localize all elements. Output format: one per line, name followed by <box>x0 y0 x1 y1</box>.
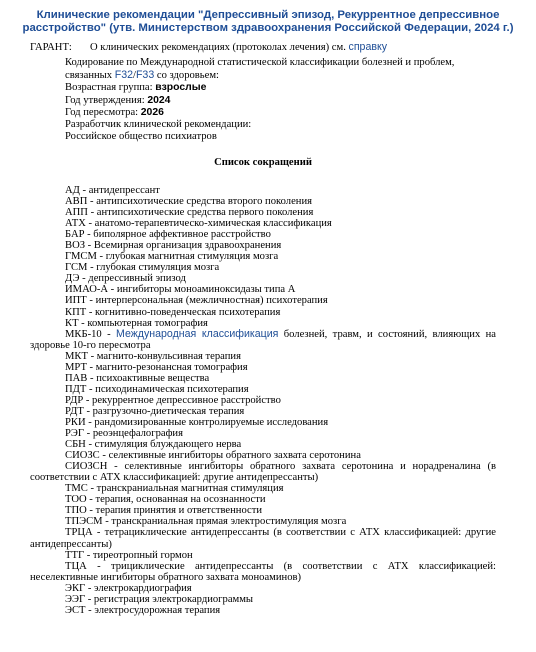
abbreviation-text: ГМСМ - глубокая магнитная стимуляция мозга <box>65 251 279 263</box>
abbreviation-text: РДР - рекуррентное депрессивное расстройство <box>65 394 281 406</box>
document-metadata <box>30 57 496 143</box>
abbreviation-text: МКБ-10 - <box>65 328 116 340</box>
revision-year-row <box>30 107 496 119</box>
abbreviation-text: АТХ - анатомо-терапевтическо-химическая классификация <box>65 218 332 230</box>
abbreviation-text: ТОО - терапия, основанная на осознанности <box>65 494 266 506</box>
abbreviation-text: МКТ - магнито-конвульсивная терапия <box>65 350 241 362</box>
abbreviation-item <box>30 251 496 262</box>
coding-paragraph <box>30 57 496 82</box>
abbreviation-text: СИОЗСН - селективные ингибиторы обратного захвата серотонина и норадреналина (в соответствии с АТХ классификацией: другие антидепрессанты) <box>30 461 496 484</box>
document-title: Клинические рекомендации "Депрессивный эпизод, Рекуррентное депрессивное расстройство" (утв. Министерством здравоохранения Российской Федерации, 2024 г.) <box>22 9 514 34</box>
abbreviation-item <box>30 483 496 494</box>
developer-value: Российское общество психиатров <box>65 131 217 143</box>
abbreviation-text: ПАВ - психоактивные вещества <box>65 372 210 384</box>
abbreviation-item <box>30 273 496 284</box>
code-f33-link[interactable]: F33 <box>135 69 155 82</box>
abbreviation-text: РДТ - разгрузочно-диетическая терапия <box>65 405 245 417</box>
abbreviation-item <box>30 362 496 373</box>
abbreviation-item <box>30 516 496 527</box>
abbreviation-item <box>30 527 496 549</box>
abbreviation-text: КПТ - когнитивно-поведенческая психотерапия <box>65 306 281 318</box>
coding-text: Кодирование по Международной статистической классификации болезней и проблем, связанных <box>65 57 455 82</box>
abbreviation-item <box>30 295 496 306</box>
abbreviation-text: ТРЦА - тетрациклические антидепрессанты (в соответствии с АТХ классификацией: другие антидепрессанты) <box>30 527 496 550</box>
approval-year-value: 2024 <box>147 94 171 106</box>
abbreviation-item <box>30 262 496 273</box>
abbreviation-text: ЭСТ - электросудорожная терапия <box>65 604 221 616</box>
abbreviation-item <box>30 395 496 406</box>
revision-year-label: Год пересмотра: <box>65 106 139 118</box>
abbreviation-text: ТЦА - трициклические антидепрессанты (в соответствии с АТХ классификацией: неселективные ингибиторы обратного захвата моноаминов) <box>30 560 496 583</box>
abbreviation-text: СИОЗС - селективные ингибиторы обратного захвата серотонина <box>65 450 361 462</box>
age-group-value: взрослые <box>155 82 207 94</box>
abbreviation-item <box>30 561 496 583</box>
abbreviation-item <box>30 307 496 318</box>
approval-year-label: Год утверждения: <box>65 94 145 106</box>
abbreviation-item <box>30 351 496 362</box>
abbreviation-item <box>30 406 496 417</box>
developer-label: Разработчик клинической рекомендации: <box>65 119 252 131</box>
abbreviation-text: ГСМ - глубокая стимуляция мозга <box>65 262 220 274</box>
abbreviation-text: ЭЭГ - регистрация электрокардиограммы <box>65 593 254 605</box>
abbreviation-item <box>30 284 496 295</box>
abbreviation-item <box>30 583 496 594</box>
abbreviation-text: РЭГ - реоэнцефалография <box>65 428 183 440</box>
abbreviation-text: АВП - антипсихотические средства второго поколения <box>65 196 312 208</box>
age-group-label: Возрастная группа: <box>65 82 153 94</box>
abbreviation-item <box>30 450 496 461</box>
abbreviation-text: АПП - антипсихотические средства первого поколения <box>65 207 314 219</box>
abbreviation-item <box>30 196 496 207</box>
abbreviation-item <box>30 550 496 561</box>
age-group-row <box>30 82 496 94</box>
abbreviation-text: ЭКГ - электрокардиография <box>65 582 192 594</box>
abbreviation-text: ТТГ - тиреотропный гормон <box>65 549 193 561</box>
abbreviation-item <box>30 329 496 351</box>
abbreviation-text: РКИ - рандомизированные контролируемые исследования <box>65 416 329 428</box>
abbreviation-item <box>30 240 496 251</box>
abbreviation-item <box>30 207 496 218</box>
abbreviation-item <box>30 218 496 229</box>
abbreviation-text: ДЭ - депрессивный эпизод <box>65 273 186 285</box>
abbreviation-item <box>30 494 496 505</box>
abbreviation-text: ИМАО-А - ингибиторы моноаминоксидазы типа А <box>65 284 296 296</box>
abbreviation-item <box>30 461 496 483</box>
abbreviation-text: КТ - компьютерная томография <box>65 317 208 329</box>
abbreviation-text: ПДТ - психодинамическая психотерапия <box>65 383 249 395</box>
abbreviation-text: ТМС - транскраниальная магнитная стимуляция <box>65 483 284 495</box>
code-f32-link[interactable]: F32 <box>114 69 133 82</box>
abbreviation-text: АД - антидепрессант <box>65 185 160 196</box>
abbreviation-item <box>30 594 496 605</box>
abbreviation-text: ТПО - терапия принятия и ответственности <box>65 505 263 517</box>
abbreviation-item <box>30 384 496 395</box>
abbreviations-heading: Список сокращений <box>214 157 312 168</box>
reference-link[interactable]: справку <box>348 41 388 53</box>
abbreviation-item <box>30 428 496 439</box>
abbreviation-text: БАР - биполярное аффективное расстройство <box>65 229 271 241</box>
abbreviation-item <box>30 605 496 616</box>
abbreviation-item <box>30 373 496 384</box>
abbreviation-item <box>30 417 496 428</box>
abbreviation-item <box>30 229 496 240</box>
abbreviation-text: МРТ - магнито-резонансная томография <box>65 361 248 373</box>
approval-year-row <box>30 95 496 107</box>
abbreviation-item <box>30 185 496 196</box>
abbreviations-list <box>30 185 496 616</box>
abbreviation-text-continued: болезней, травм, и состояний, влияющих на здоровье 10-го пересмотра <box>30 328 497 351</box>
abbreviation-text: ИПТ - интерперсональная (межличностная) психотерапия <box>65 295 328 307</box>
abbreviation-text: ТПЭСМ - транскраниальная прямая электростимуляция мозга <box>65 516 347 528</box>
abbreviation-text: ВОЗ - Всемирная организация здравоохранения <box>65 240 282 252</box>
abbreviation-text: СБН - стимуляция блуждающего нерва <box>65 439 242 451</box>
abbreviation-item <box>30 439 496 450</box>
coding-suffix: со здоровьем: <box>156 70 219 82</box>
code-separator: / <box>133 70 136 82</box>
revision-year-value: 2026 <box>140 106 164 118</box>
garant-text: О клинических рекомендациях (протоколах лечения) см. <box>90 42 346 53</box>
garant-label: ГАРАНТ: <box>30 42 72 53</box>
abbreviation-item <box>30 505 496 516</box>
icd-classification-link[interactable]: Международная классификация <box>116 327 279 340</box>
garant-note <box>30 41 526 54</box>
